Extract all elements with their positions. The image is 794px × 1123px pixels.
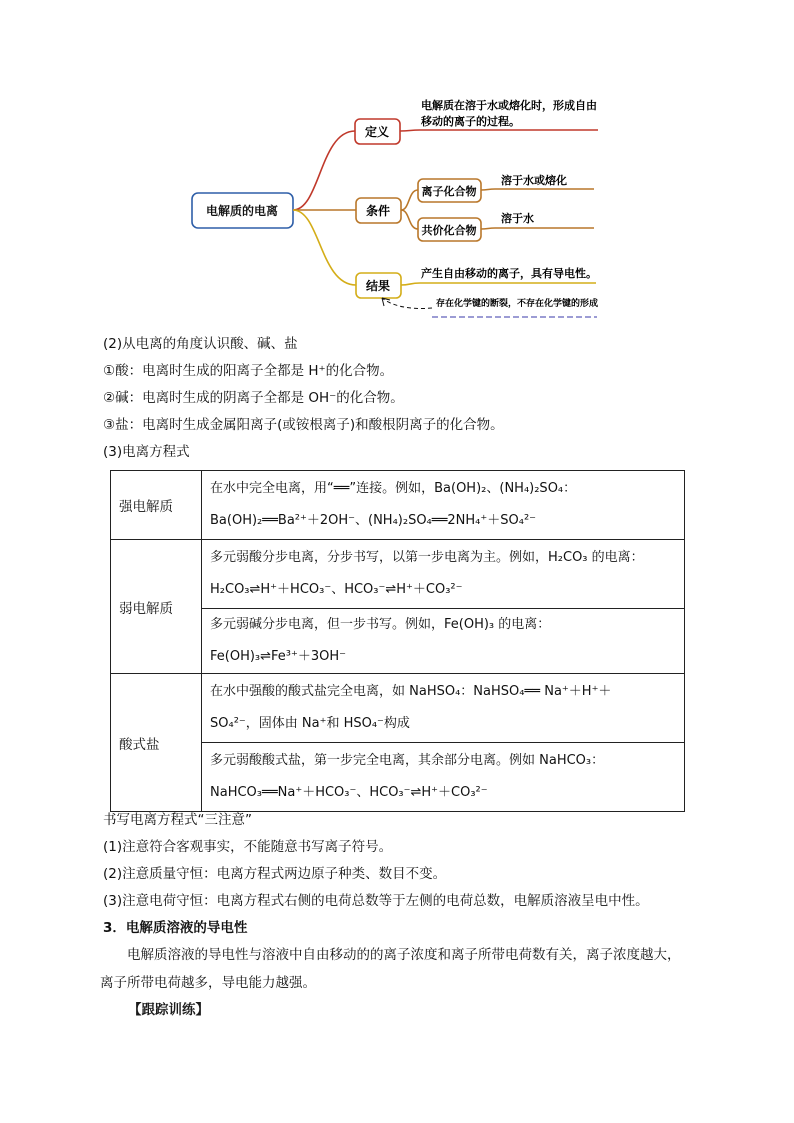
acid-salt-label: 酸式盐 (111, 674, 202, 812)
definition-text-line2: 移动的离子的过程。 (421, 115, 520, 128)
ionization-equation-table (110, 470, 685, 812)
section3-title: (3)电离方程式 (103, 444, 190, 460)
table-row (111, 674, 685, 743)
definition-node-label: 定义 (364, 125, 390, 139)
weak-acid-rule: 多元弱酸分步电离，分步书写，以第一步电离为主。例如，H₂CO₃ 的电离： (210, 550, 644, 565)
weak-acid-cell (202, 540, 685, 609)
weak-electrolyte-label: 弱电解质 (111, 540, 202, 674)
base-definition: ②碱：电离时生成的阴离子全都是 OH⁻的化合物。 (103, 390, 404, 406)
notes-title: 书写电离方程式“三注意” (103, 812, 252, 828)
result-connector (293, 210, 356, 285)
table-row (111, 471, 685, 540)
note-1: (1)注意符合客观事实，不能随意书写离子符号。 (103, 839, 393, 855)
note-2: (2)注意质量守恒：电离方程式两边原子种类、数目不变。 (103, 866, 447, 882)
weak-base-example: Fe(OH)₃⇌Fe³⁺＋3OH⁻ (210, 649, 346, 664)
strong-electrolyte-label: 强电解质 (111, 471, 202, 540)
conductivity-body: 电解质溶液的导电性与溶液中自由移动的的离子浓度和离子所带电荷数有关，离子浓度越大，离子所带电荷越多，导电能力越强。 (100, 947, 681, 991)
definition-connector (293, 131, 355, 210)
definition-text-line1: 电解质在溶于水或熔化时，形成自由 (421, 99, 597, 112)
result-note-text: 存在化学键的断裂，不存在化学键的形成 (436, 299, 599, 309)
table-row (111, 540, 685, 609)
weak-acid-salt-rule: 多元弱酸酸式盐，第一步完全电离，其余部分电离。例如 NaHCO₃： (210, 753, 605, 768)
root-node-label: 电解质的电离 (205, 204, 279, 218)
salt-definition: ③盐：电离时生成金属阳离子(或铵根离子)和酸根阴离子的化合物。 (103, 417, 504, 433)
covalent-connector (401, 210, 418, 229)
weak-acid-example: H₂CO₃⇌H⁺＋HCO₃⁻、HCO₃⁻⇌H⁺＋CO₃²⁻ (210, 582, 463, 597)
strong-electrolyte-cell (202, 471, 685, 540)
ionic-condition-text: 溶于水或熔化 (501, 174, 567, 187)
note-3: (3)注意电荷守恒：电离方程式右侧的电荷总数等于左侧的电荷总数，电解质溶液呈电中性。 (103, 893, 649, 909)
ionic-underline (481, 189, 594, 190)
weak-acid-salt-cell (202, 743, 685, 812)
strong-example: Ba(OH)₂══Ba²⁺＋2OH⁻、(NH₄)₂SO₄══2NH₄⁺＋SO₄²⁻ (210, 513, 537, 528)
covalent-underline (481, 228, 594, 229)
weak-base-cell (202, 609, 685, 674)
strong-rule: 在水中完全电离，用“══”连接。例如，Ba(OH)₂、(NH₄)₂SO₄： (210, 481, 577, 496)
strong-acid-salt-rule: 在水中强酸的酸式盐完全电离，如 NaHSO₄：NaHSO₄══ Na⁺＋H⁺＋ (210, 684, 612, 699)
acid-definition: ①酸：电离时生成的阳离子全都是 H⁺的化合物。 (103, 363, 394, 379)
section2-title: (2)从电离的角度认识酸、碱、盐 (103, 336, 298, 352)
ionization-mindmap (0, 0, 794, 330)
covalent-node-label: 共价化合物 (421, 224, 477, 237)
conductivity-heading: 3．电解质溶液的导电性 (103, 920, 248, 936)
strong-acid-salt-example: SO₄²⁻，固体由 Na⁺和 HSO₄⁻构成 (210, 716, 410, 731)
definition-underline (400, 130, 598, 131)
result-text: 产生自由移动的离子，具有导电性。 (421, 267, 597, 280)
covalent-condition-text: 溶于水 (501, 212, 534, 225)
strong-acid-salt-cell (202, 674, 685, 743)
condition-node-label: 条件 (365, 204, 391, 218)
weak-acid-salt-example: NaHCO₃══Na⁺＋HCO₃⁻、HCO₃⁻⇌H⁺＋CO₃²⁻ (210, 785, 488, 800)
ionic-node-label: 离子化合物 (421, 185, 477, 198)
result-underline (401, 283, 596, 285)
weak-base-rule: 多元弱碱分步电离，但一步书写。例如，Fe(OH)₃ 的电离： (210, 617, 551, 632)
result-node-label: 结果 (365, 279, 391, 293)
ionic-connector (401, 190, 418, 210)
practice-label: 【跟踪训练】 (128, 1002, 209, 1018)
